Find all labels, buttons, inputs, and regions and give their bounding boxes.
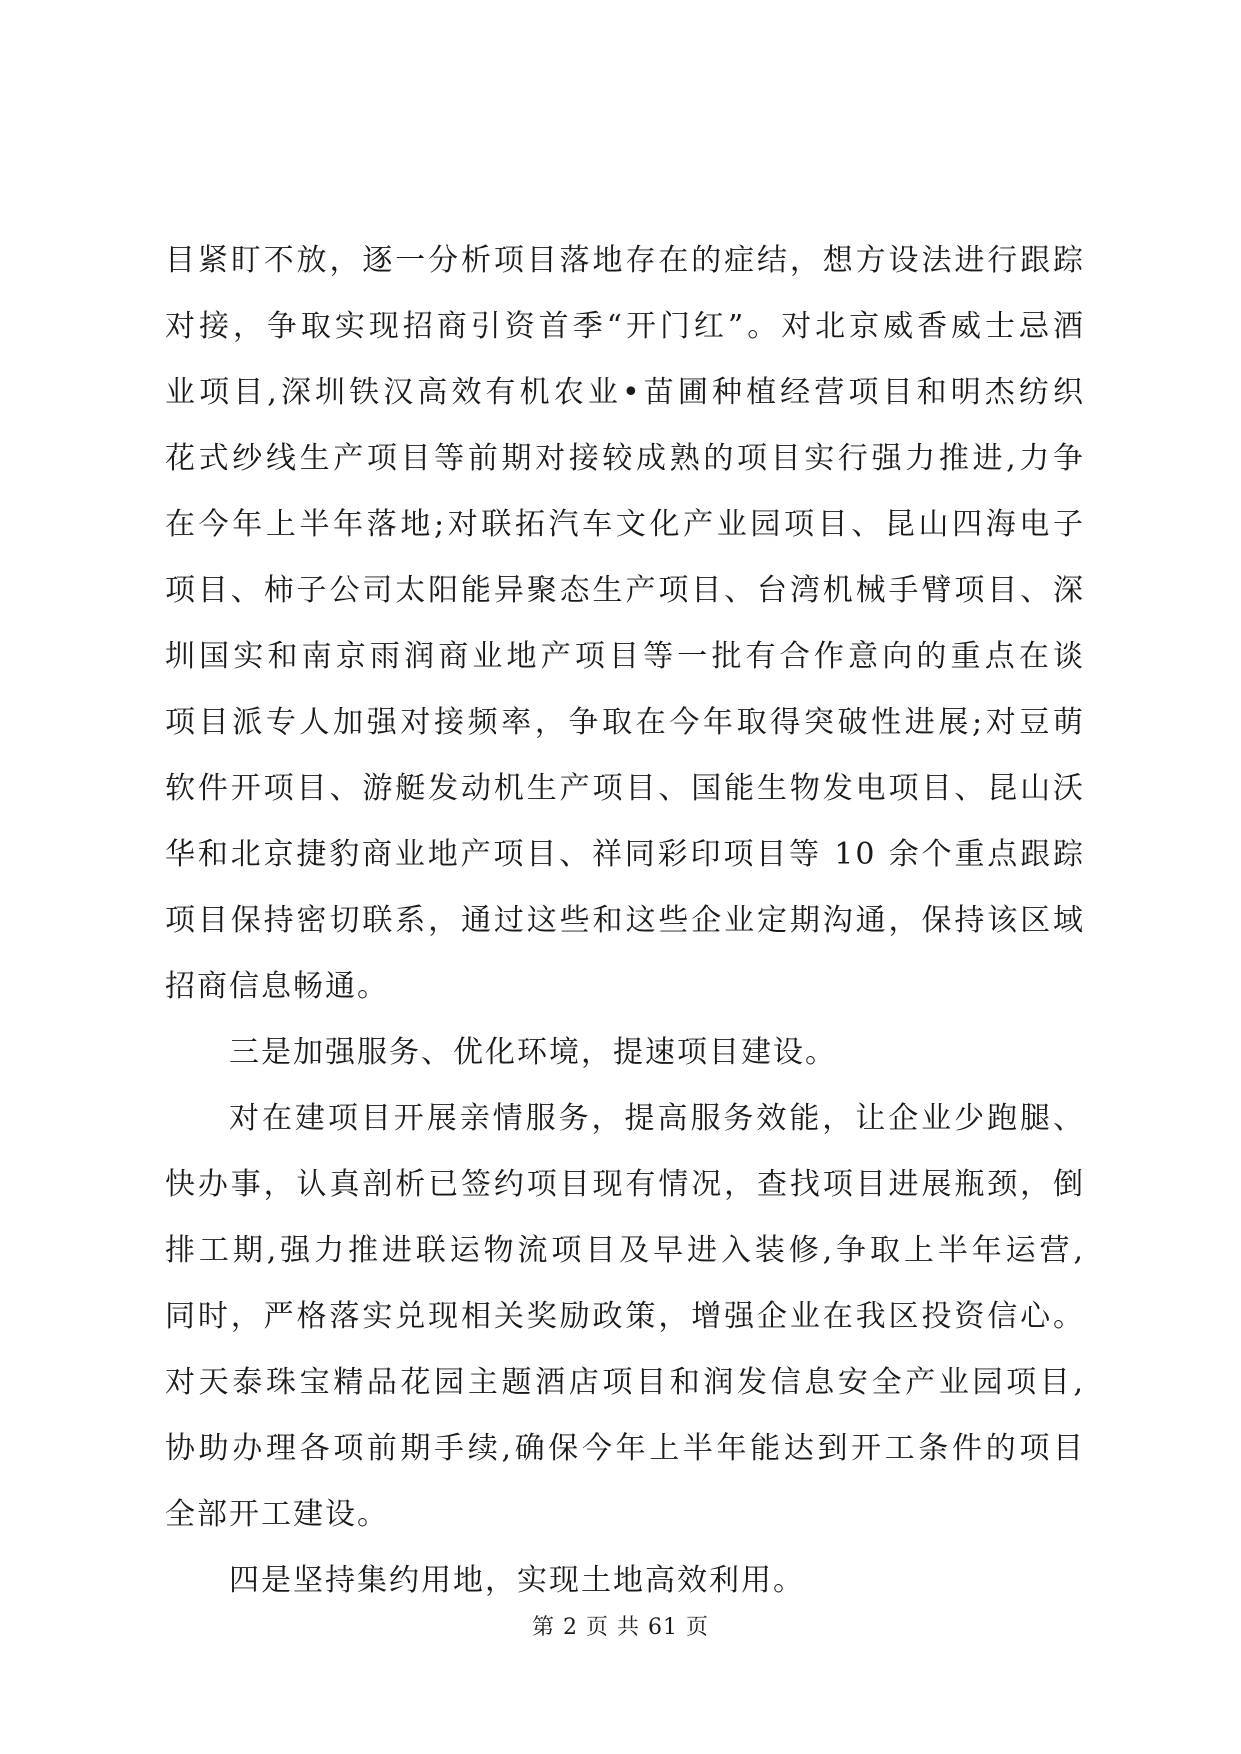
text-line: 花式纱线生产项目等前期对接较成熟的项目实行强力推进,力争	[165, 441, 1085, 476]
text-line: 业项目,深圳铁汉高效有机农业•苗圃种植经营项目和明杰纺织	[165, 375, 1085, 410]
text-line: 在今年上半年落地;对联拓汽车文化产业园项目、昆山四海电子	[165, 507, 1085, 542]
text-line: 对在建项目开展亲情服务，提高服务效能，让企业少跑腿、	[229, 1101, 1085, 1136]
text-line: 圳国实和南京雨润商业地产项目等一批有合作意向的重点在谈	[165, 639, 1085, 674]
text-line: 四是坚持集约用地，实现土地高效利用。	[229, 1563, 805, 1598]
text-line: 快办事，认真剖析已签约项目现有情况，查找项目进展瓶颈，倒	[165, 1167, 1085, 1202]
text-line: 对天泰珠宝精品花园主题酒店项目和润发信息安全产业园项目,	[165, 1365, 1085, 1400]
text-line: 招商信息畅通。	[165, 969, 389, 1004]
text-line: 排工期,强力推进联运物流项目及早进入装修,争取上半年运营,	[165, 1233, 1085, 1268]
text-line: 三是加强服务、优化环境，提速项目建设。	[229, 1035, 837, 1070]
text-line: 项目保持密切联系，通过这些和这些企业定期沟通，保持该区域	[165, 903, 1085, 938]
text-line: 目紧盯不放，逐一分析项目落地存在的症结，想方设法进行跟踪	[165, 243, 1085, 278]
text-line: 项目、柿子公司太阳能异聚态生产项目、台湾机械手臂项目、深	[165, 573, 1085, 608]
text-line: 协助办理各项前期手续,确保今年上半年能达到开工条件的项目	[165, 1431, 1085, 1466]
text-line: 软件开项目、游艇发动机生产项目、国能生物发电项目、昆山沃	[165, 771, 1085, 806]
body-text	[165, 228, 1085, 1614]
text-line: 华和北京捷豹商业地产项目、祥同彩印项目等 10 余个重点跟踪	[165, 837, 1085, 872]
page-number-footer: 第 2 页 共 61 页	[532, 1615, 709, 1640]
text-line: 全部开工建设。	[165, 1497, 389, 1532]
text-line: 对接，争取实现招商引资首季“开门红”。对北京威香威士忌酒	[165, 309, 1085, 344]
text-line: 项目派专人加强对接频率，争取在今年取得突破性进展;对豆萌	[165, 705, 1085, 740]
text-line: 同时，严格落实兑现相关奖励政策，增强企业在我区投资信心。	[165, 1299, 1085, 1334]
